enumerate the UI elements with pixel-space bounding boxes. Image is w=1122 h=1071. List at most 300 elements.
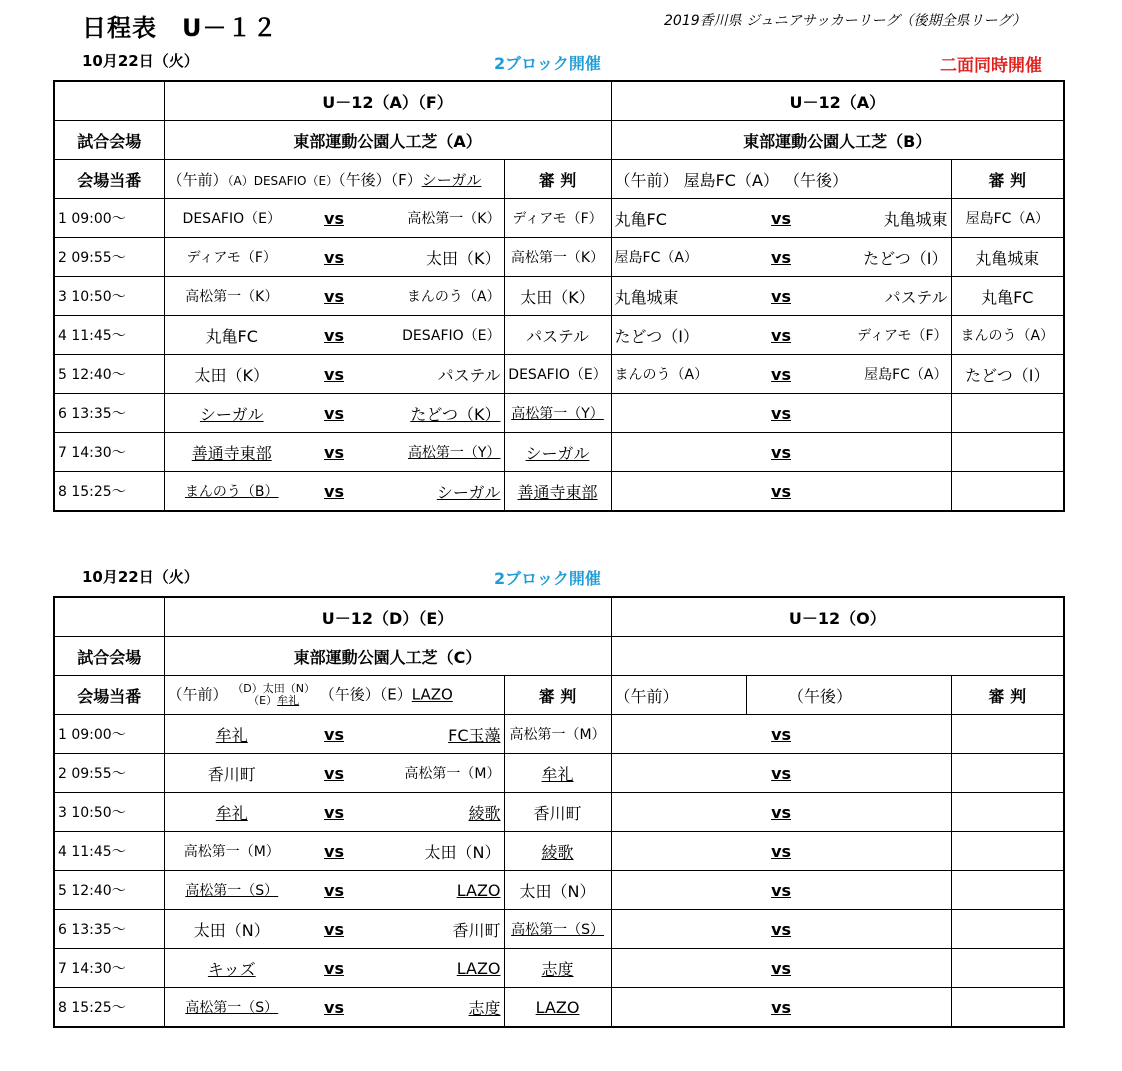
referee-left <box>504 832 611 871</box>
match-row <box>54 910 1064 949</box>
away-team-right <box>816 910 951 949</box>
home-team-left <box>164 433 299 472</box>
away-team-left-text: 太田（K） <box>426 248 501 268</box>
home-team-left-text: 太田（K） <box>194 365 269 385</box>
vs-label-right-text: vs <box>771 724 792 744</box>
vs-label-right-text: vs <box>771 403 791 423</box>
match-time <box>54 910 164 949</box>
vs-label-left-text: vs <box>324 997 344 1017</box>
home-team-left <box>164 472 299 512</box>
vs-label-left-text: vs <box>324 763 344 783</box>
away-team-right <box>816 793 951 832</box>
away-team-left <box>369 238 504 277</box>
match-time-text: 2 09:55～ <box>58 766 126 782</box>
referee-left <box>504 715 611 754</box>
referee-left <box>504 754 611 793</box>
vs-label-left <box>299 715 369 754</box>
home-team-right <box>611 316 746 355</box>
vs-label-right-text: vs <box>771 286 791 306</box>
vs-label-left <box>299 277 369 316</box>
vs-label-right-text: vs <box>771 841 792 861</box>
page-title: 日程表 U－１２ <box>82 14 278 42</box>
vs-label-left <box>299 433 369 472</box>
home-team-right <box>611 715 746 754</box>
referee-right-text: 屋島FC（A） <box>965 211 1049 227</box>
match-row <box>54 871 1064 910</box>
match-time-text: 4 11:45～ <box>58 328 126 344</box>
home-team-left-text: 高松第一（K） <box>185 289 279 305</box>
match-time <box>54 988 164 1028</box>
duty-pm-label: （午後） <box>319 685 380 704</box>
home-team-left-text: まんのう（B） <box>184 484 279 500</box>
duty-pm-team: シーガル <box>421 170 482 189</box>
home-team-right-text: まんのう（A） <box>614 367 709 383</box>
home-team-left <box>164 199 299 238</box>
vs-label-left <box>299 793 369 832</box>
home-team-left <box>164 949 299 988</box>
duty-left <box>164 160 504 199</box>
referee-right-text: まんのう（A） <box>960 328 1055 344</box>
referee-left <box>504 316 611 355</box>
vs-label-right-text: vs <box>771 325 791 345</box>
away-team-left <box>369 871 504 910</box>
division-left: U－12（A）（F） <box>164 81 611 121</box>
home-team-right-text: 丸亀城東 <box>614 287 679 307</box>
away-team-left-text: パステル <box>437 365 501 385</box>
home-team-right-text: たどつ（I） <box>614 326 699 346</box>
match-row <box>54 832 1064 871</box>
away-team-left-text: LAZO <box>456 958 501 978</box>
referee-left <box>504 472 611 512</box>
block2-format: 2ブロック開催 <box>494 569 601 588</box>
vs-label-left <box>299 316 369 355</box>
away-team-right <box>816 394 951 433</box>
away-team-left-text: FC玉藻 <box>448 725 501 745</box>
block2-date: 10月22日（火） <box>82 568 199 586</box>
corner-cell <box>54 597 164 637</box>
vs-label-right <box>746 238 816 277</box>
away-team-left-text: たどつ（K） <box>410 404 501 424</box>
home-team-right <box>611 949 746 988</box>
away-team-left-text: まんのう（A） <box>406 289 501 305</box>
vs-label-right <box>746 316 816 355</box>
vs-label-right <box>746 394 816 433</box>
referee-left-text: パステル <box>526 326 589 346</box>
match-time <box>54 472 164 512</box>
away-team-left <box>369 949 504 988</box>
venue-label: 試合会場 <box>54 121 164 160</box>
referee-left-text: DESAFIO（E） <box>508 367 607 383</box>
away-team-left-text: 高松第一（M） <box>404 766 501 782</box>
duty-am-teams <box>232 683 315 707</box>
venue-right: 東部運動公園人工芝（B） <box>611 121 1064 160</box>
vs-label-right-text: vs <box>771 997 792 1017</box>
home-team-left-text: 香川町 <box>207 764 256 784</box>
vs-label-left-text: vs <box>324 481 344 501</box>
referee-left <box>504 394 611 433</box>
referee-right <box>951 793 1064 832</box>
match-time-text: 6 13:35～ <box>58 922 126 938</box>
referee-right <box>951 949 1064 988</box>
duty-am-team: （A）DESAFIO（E） <box>227 173 339 188</box>
referee-right <box>951 754 1064 793</box>
vs-label-right <box>746 355 816 394</box>
home-team-left-text: 高松第一（M） <box>183 844 280 860</box>
match-time-text: 1 09:00～ <box>58 211 126 227</box>
referee-left <box>504 199 611 238</box>
away-team-left <box>369 355 504 394</box>
away-team-right <box>816 871 951 910</box>
match-time <box>54 316 164 355</box>
match-time-text: 2 09:55～ <box>58 250 126 266</box>
home-team-left <box>164 394 299 433</box>
referee-left-text: 志度 <box>541 959 574 979</box>
vs-label-right-text: vs <box>771 763 792 783</box>
away-team-left-text: 志度 <box>468 998 501 1018</box>
match-time <box>54 199 164 238</box>
referee-label-right: 審 判 <box>951 676 1064 715</box>
home-team-right <box>611 433 746 472</box>
duty-right-am: （午前） <box>611 676 746 715</box>
vs-label-left <box>299 754 369 793</box>
match-row <box>54 715 1064 754</box>
division-row <box>54 597 1064 637</box>
vs-label-right-text: vs <box>771 802 792 822</box>
home-team-left <box>164 754 299 793</box>
referee-left <box>504 793 611 832</box>
match-time-text: 7 14:30～ <box>58 961 126 977</box>
match-time <box>54 832 164 871</box>
duty-label: 会場当番 <box>54 676 164 715</box>
vs-label-left <box>299 988 369 1028</box>
duty-row <box>54 676 1064 715</box>
referee-right <box>951 871 1064 910</box>
home-team-right <box>611 910 746 949</box>
referee-left-text: 高松第一（Y） <box>511 406 604 422</box>
referee-right <box>951 199 1064 238</box>
home-team-right <box>611 238 746 277</box>
referee-left-text: 善通寺東部 <box>517 482 598 502</box>
block1-date: 10月22日（火） <box>82 52 199 70</box>
away-team-right-text: パステル <box>884 287 948 307</box>
duty-pm-prefix: （F） <box>390 170 422 189</box>
referee-label-right: 審 判 <box>951 160 1064 199</box>
vs-label-left-text: vs <box>324 403 344 423</box>
away-team-right <box>816 355 951 394</box>
match-time <box>54 238 164 277</box>
vs-label-left-text: vs <box>324 286 344 306</box>
match-row <box>54 433 1064 472</box>
vs-label-right <box>746 988 816 1028</box>
vs-label-left-text: vs <box>324 247 344 267</box>
away-team-right <box>816 238 951 277</box>
match-time-text: 5 12:40～ <box>58 883 126 899</box>
duty-right: （午前） 屋島FC（A） （午後） <box>611 160 951 199</box>
away-team-left <box>369 832 504 871</box>
vs-label-right-text: vs <box>771 919 792 939</box>
referee-right <box>951 277 1064 316</box>
referee-left-text: シーガル <box>525 443 590 463</box>
away-team-right <box>816 277 951 316</box>
vs-label-right-text: vs <box>771 880 792 900</box>
referee-left-text: ディアモ（F） <box>512 211 603 227</box>
referee-label-left: 審 判 <box>504 160 611 199</box>
away-team-right <box>816 949 951 988</box>
vs-label-right-text: vs <box>771 247 791 267</box>
home-team-right-text: 屋島FC（A） <box>614 250 698 266</box>
vs-label-left <box>299 199 369 238</box>
match-time-text: 7 14:30～ <box>58 445 126 461</box>
match-time <box>54 355 164 394</box>
away-team-left <box>369 754 504 793</box>
match-row <box>54 316 1064 355</box>
match-time-text: 4 11:45～ <box>58 844 126 860</box>
vs-label-left-text: vs <box>324 325 344 345</box>
away-team-left-text: 綾歌 <box>468 803 501 823</box>
referee-left-text: LAZO <box>535 997 580 1017</box>
away-team-right <box>816 832 951 871</box>
vs-label-right-text: vs <box>771 958 792 978</box>
away-team-right <box>816 433 951 472</box>
match-row <box>54 754 1064 793</box>
vs-label-left-text: vs <box>324 364 344 384</box>
home-team-right <box>611 793 746 832</box>
away-team-right <box>816 472 951 512</box>
away-team-left <box>369 793 504 832</box>
match-row <box>54 355 1064 394</box>
away-team-left-text: 高松第一（K） <box>407 211 501 227</box>
home-team-right-text: 丸亀FC <box>614 209 667 229</box>
away-team-left <box>369 433 504 472</box>
vs-label-left <box>299 949 369 988</box>
referee-right <box>951 394 1064 433</box>
division-row <box>54 81 1064 121</box>
vs-label-right-text: vs <box>771 364 791 384</box>
away-team-right <box>816 988 951 1028</box>
block1-format: 2ブロック開催 <box>494 54 601 73</box>
referee-left-text: 牟礼 <box>541 764 574 784</box>
home-team-left-text: ディアモ（F） <box>186 250 277 266</box>
home-team-left <box>164 871 299 910</box>
away-team-left <box>369 394 504 433</box>
match-row <box>54 238 1064 277</box>
duty-am-line2-prefix: （E） <box>248 694 278 707</box>
referee-left <box>504 355 611 394</box>
corner-cell <box>54 81 164 121</box>
vs-label-left <box>299 871 369 910</box>
duty-row <box>54 160 1064 199</box>
division-right: U－12（O） <box>611 597 1064 637</box>
away-team-right <box>816 316 951 355</box>
schedule-table-2 <box>53 596 1065 1028</box>
match-time-text: 1 09:00～ <box>58 727 126 743</box>
away-team-left <box>369 199 504 238</box>
match-row <box>54 949 1064 988</box>
home-team-left <box>164 793 299 832</box>
away-team-right-text: ディアモ（F） <box>857 328 948 344</box>
venue-left: 東部運動公園人工芝（C） <box>164 637 611 676</box>
away-team-right <box>816 199 951 238</box>
duty-pm-team: LAZO <box>411 685 453 704</box>
home-team-right <box>611 355 746 394</box>
venue-row <box>54 637 1064 676</box>
match-time <box>54 277 164 316</box>
home-team-left-text: 高松第一（S） <box>185 883 279 899</box>
home-team-left-text: DESAFIO（E） <box>182 211 281 227</box>
home-team-left-text: 牟礼 <box>215 803 248 823</box>
vs-label-right <box>746 433 816 472</box>
duty-label: 会場当番 <box>54 160 164 199</box>
referee-left-text: 香川町 <box>533 803 582 823</box>
vs-label-right <box>746 910 816 949</box>
home-team-left-text: 太田（N） <box>193 920 270 940</box>
away-team-right <box>816 754 951 793</box>
away-team-left <box>369 715 504 754</box>
away-team-left <box>369 277 504 316</box>
match-time <box>54 754 164 793</box>
home-team-right <box>611 871 746 910</box>
vs-label-right <box>746 715 816 754</box>
league-name: 2019香川県 ジュニアサッカーリーグ（後期全県リーグ） <box>664 13 1026 29</box>
vs-label-left <box>299 394 369 433</box>
vs-label-right <box>746 277 816 316</box>
duty-am-label: （午前） <box>167 170 228 189</box>
home-team-left <box>164 715 299 754</box>
vs-label-left <box>299 355 369 394</box>
home-team-left <box>164 910 299 949</box>
home-team-right <box>611 199 746 238</box>
referee-right <box>951 715 1064 754</box>
division-right: U－12（A） <box>611 81 1064 121</box>
referee-right-text: たどつ（I） <box>965 365 1050 385</box>
match-row <box>54 472 1064 512</box>
venue-left: 東部運動公園人工芝（A） <box>164 121 611 160</box>
referee-left <box>504 238 611 277</box>
duty-am-line2-team: 牟礼 <box>277 694 300 707</box>
referee-left <box>504 988 611 1028</box>
home-team-right <box>611 754 746 793</box>
match-row <box>54 988 1064 1028</box>
vs-label-right <box>746 949 816 988</box>
home-team-left <box>164 277 299 316</box>
vs-label-right-text: vs <box>771 442 791 462</box>
referee-right <box>951 238 1064 277</box>
referee-left <box>504 949 611 988</box>
referee-right <box>951 433 1064 472</box>
home-team-left-text: シーガル <box>199 404 264 424</box>
away-team-left <box>369 910 504 949</box>
vs-label-left-text: vs <box>324 919 344 939</box>
duty-left <box>164 676 504 715</box>
home-team-left <box>164 238 299 277</box>
home-team-right <box>611 394 746 433</box>
vs-label-right-text: vs <box>771 481 791 501</box>
vs-label-left <box>299 238 369 277</box>
home-team-left <box>164 316 299 355</box>
match-row <box>54 199 1064 238</box>
vs-label-left-text: vs <box>324 724 344 744</box>
vs-label-left-text: vs <box>324 802 344 822</box>
match-time-text: 5 12:40～ <box>58 367 126 383</box>
vs-label-right <box>746 832 816 871</box>
duty-am-line1: （D）太田（N） <box>232 682 315 695</box>
home-team-left-text: 丸亀FC <box>205 326 258 346</box>
home-team-right <box>611 472 746 512</box>
vs-label-left-text: vs <box>324 841 344 861</box>
match-time <box>54 871 164 910</box>
away-team-left-text: LAZO <box>456 880 501 900</box>
division-left: U－12（D）（E） <box>164 597 611 637</box>
vs-label-right-text: vs <box>771 208 791 228</box>
home-team-left <box>164 988 299 1028</box>
vs-label-left <box>299 832 369 871</box>
away-team-left <box>369 316 504 355</box>
referee-left-text: 太田（K） <box>520 287 595 307</box>
match-time <box>54 433 164 472</box>
away-team-left-text: 高松第一（Y） <box>407 445 501 461</box>
vs-label-right <box>746 871 816 910</box>
away-team-left <box>369 988 504 1028</box>
referee-left-text: 高松第一（K） <box>510 250 605 266</box>
duty-pm-label: （午後） <box>338 170 391 189</box>
referee-left <box>504 871 611 910</box>
schedule-table-1 <box>53 80 1065 512</box>
match-time <box>54 394 164 433</box>
referee-left-text: 高松第一（M） <box>509 727 606 743</box>
venue-label: 試合会場 <box>54 637 164 676</box>
away-team-left-text: 香川町 <box>452 920 501 940</box>
vs-label-right <box>746 472 816 512</box>
home-team-right <box>611 988 746 1028</box>
referee-left-text: 高松第一（S） <box>511 922 604 938</box>
home-team-right <box>611 832 746 871</box>
referee-left <box>504 433 611 472</box>
vs-label-left-text: vs <box>324 442 344 462</box>
referee-right <box>951 316 1064 355</box>
away-team-right-text: 丸亀城東 <box>883 209 948 229</box>
match-time-text: 6 13:35～ <box>58 406 126 422</box>
venue-right <box>611 637 1064 676</box>
vs-label-right <box>746 793 816 832</box>
vs-label-left-text: vs <box>324 958 344 978</box>
home-team-left <box>164 832 299 871</box>
match-time-text: 8 15:25～ <box>58 484 126 500</box>
referee-right-text: 丸亀FC <box>981 287 1034 307</box>
away-team-right-text: たどつ（I） <box>863 248 948 268</box>
referee-left <box>504 910 611 949</box>
away-team-right-text: 屋島FC（A） <box>864 367 948 383</box>
away-team-left-text: シーガル <box>436 482 501 502</box>
match-time <box>54 949 164 988</box>
match-time-text: 3 10:50～ <box>58 805 126 821</box>
vs-label-left <box>299 910 369 949</box>
vs-label-right <box>746 754 816 793</box>
away-team-left-text: 太田（N） <box>424 842 501 862</box>
home-team-left-text: キッズ <box>207 959 256 979</box>
home-team-left <box>164 355 299 394</box>
duty-right-pm: （午後） <box>746 676 951 715</box>
away-team-right <box>816 715 951 754</box>
referee-left-text: 綾歌 <box>541 842 574 862</box>
referee-right <box>951 832 1064 871</box>
vs-label-left <box>299 472 369 512</box>
vs-label-right <box>746 199 816 238</box>
match-time <box>54 793 164 832</box>
duty-pm-prefix: （E） <box>379 685 412 704</box>
vs-label-left-text: vs <box>324 880 344 900</box>
home-team-right <box>611 277 746 316</box>
match-row <box>54 793 1064 832</box>
